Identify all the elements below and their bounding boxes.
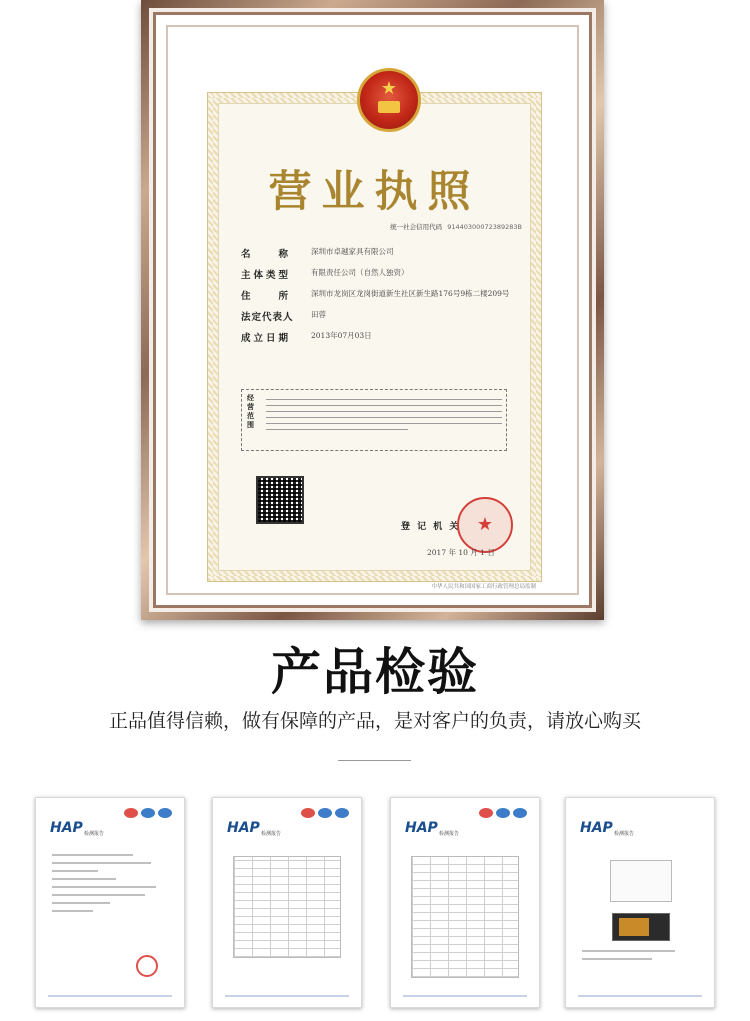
report-footer (403, 995, 527, 997)
report-footer (225, 995, 349, 997)
cert-badges (479, 808, 527, 818)
field-label: 主体类型 (241, 270, 292, 281)
report-logo: HAP (50, 820, 83, 836)
report-header: 检测报告 (261, 831, 282, 837)
section-subheading: 正品值得信赖，做有保障的产品，是对客户的负责，请放心购买 (108, 710, 641, 732)
registration-date: 2017 年 10 月 1 日 (427, 548, 495, 557)
field-legal-rep (241, 309, 531, 323)
report-logo: HAP (227, 820, 260, 836)
qr-code (256, 476, 304, 524)
report-logo: HAP (405, 820, 438, 836)
credit-code-value: 91440300072389283B (447, 223, 522, 231)
report-header: 检测报告 (614, 831, 635, 837)
report-stamp-icon (136, 955, 158, 977)
report-header: 检测报告 (439, 831, 460, 837)
field-label: 住 所 (241, 291, 292, 302)
license-fields (241, 246, 531, 351)
report-table (233, 856, 341, 958)
report-text-lines (52, 854, 168, 918)
field-value: 深圳市卓越家具有限公司 (311, 247, 394, 256)
issuer-note: 中华人民共和国国家工商行政管理总局监制 (431, 584, 536, 590)
report-logo: HAP (580, 820, 613, 836)
inspection-report-3[interactable] (390, 797, 540, 1008)
field-label: 名 称 (241, 249, 292, 260)
business-license (208, 78, 541, 590)
report-table (411, 856, 519, 978)
business-scope-box (241, 389, 507, 451)
registration-authority-label: 登 记 机 关 (401, 522, 461, 532)
credit-code-row (390, 222, 522, 231)
section-heading: 产品检验 (271, 643, 479, 701)
scope-label: 经营范围 (247, 394, 254, 429)
field-value: 有限责任公司（自然人独资） (311, 268, 409, 277)
field-value: 田蓉 (311, 310, 326, 319)
report-footer (48, 995, 172, 997)
inspection-report-4[interactable] (565, 797, 715, 1008)
sample-photo (612, 913, 670, 941)
inspection-report-2[interactable] (212, 797, 362, 1008)
field-label: 法定代表人 (241, 312, 294, 323)
field-address (241, 288, 531, 302)
report-text-lines (582, 950, 698, 966)
field-established (241, 330, 531, 344)
official-seal-icon: ★ (457, 497, 513, 553)
inspection-report-1[interactable] (35, 797, 185, 1008)
cert-badges (124, 808, 172, 818)
cert-badges (301, 808, 349, 818)
field-label: 成立日期 (241, 333, 292, 344)
license-title: 营业执照 (268, 167, 481, 217)
field-value: 2013年07月03日 (311, 331, 372, 340)
divider (338, 760, 411, 761)
license-frame (141, 0, 604, 620)
field-name (241, 246, 531, 260)
field-entity-type (241, 267, 531, 281)
report-header: 检测报告 (84, 831, 105, 837)
national-emblem-icon: ★ (357, 68, 421, 132)
sample-photo-blank (610, 860, 672, 902)
field-value: 深圳市龙岗区龙岗街道新生社区新生路176号9栋二楼209号 (311, 289, 510, 298)
credit-code-label: 统一社会信用代码 (390, 223, 443, 231)
frame-mat (168, 27, 577, 593)
report-footer (578, 995, 702, 997)
